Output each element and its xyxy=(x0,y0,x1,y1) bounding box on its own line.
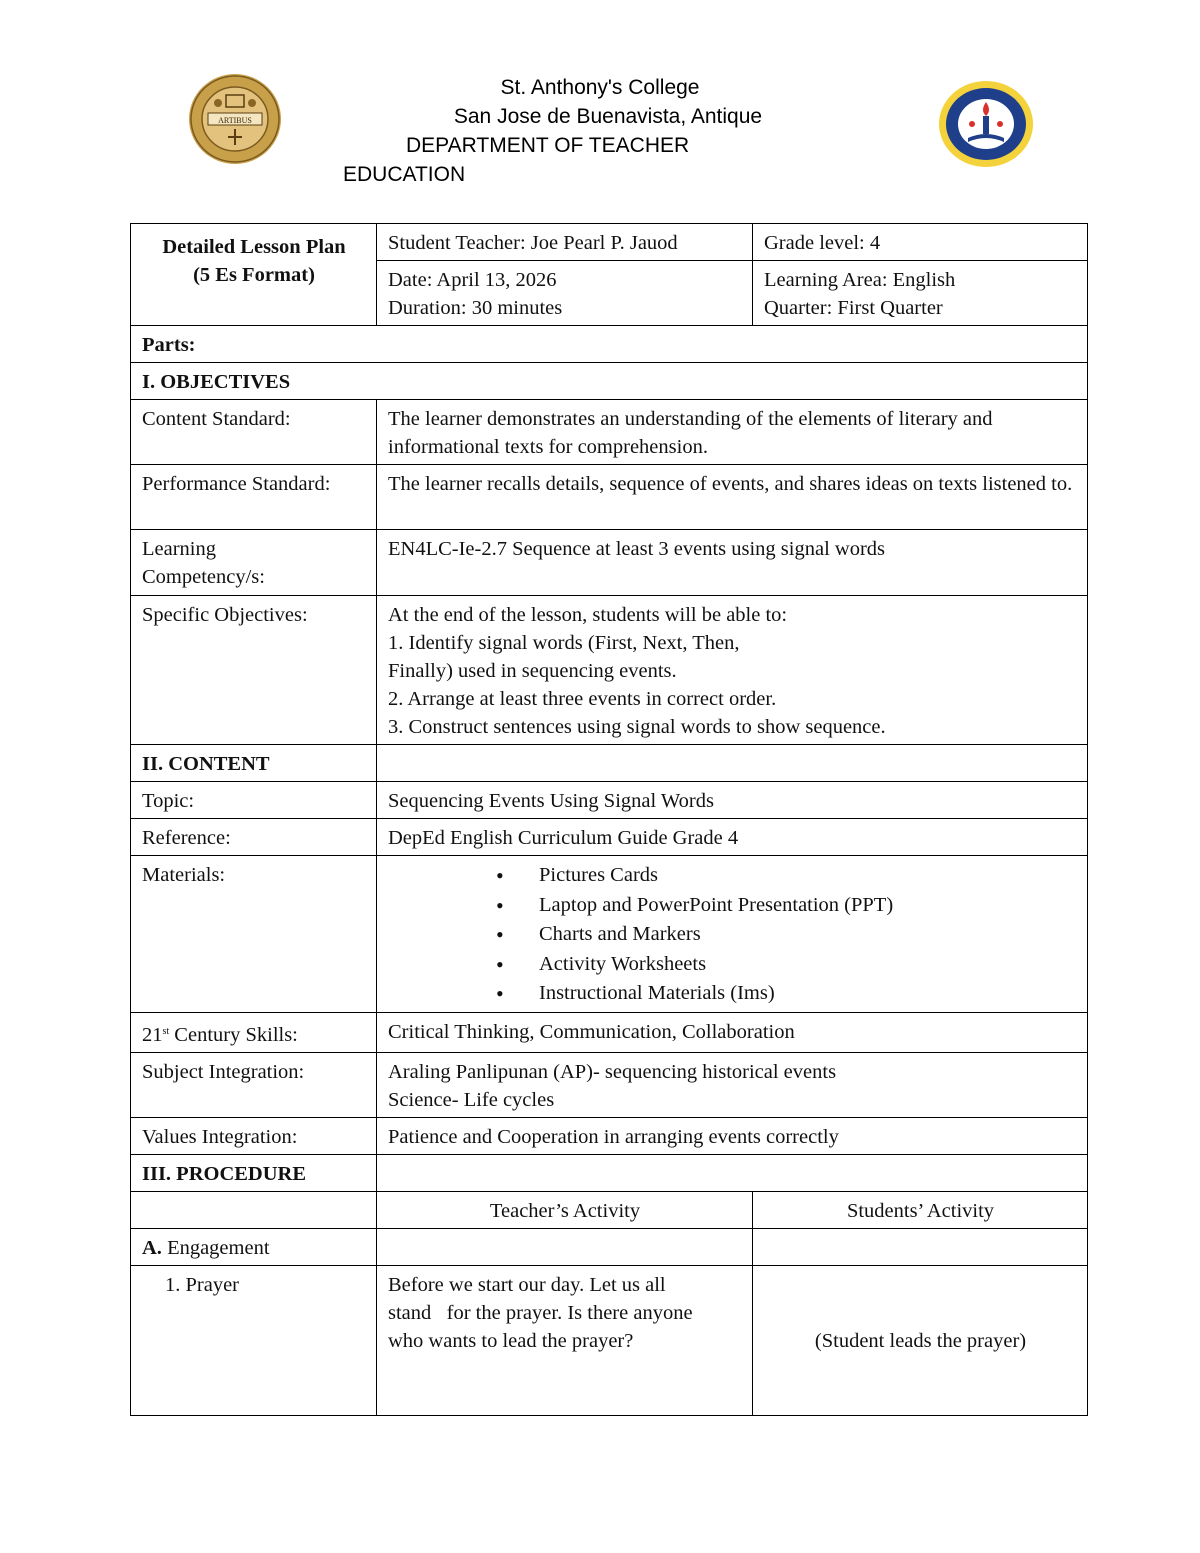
skills-label xyxy=(131,1012,377,1052)
material-item: • Charts and Markers xyxy=(388,920,1077,950)
content-standard-label: Content Standard: xyxy=(131,400,377,465)
material-item: • Instructional Materials (Ims) xyxy=(388,979,1077,1009)
material-item: • Activity Worksheets xyxy=(388,950,1077,980)
material-item: • Laptop and PowerPoint Presentation (PPT) xyxy=(388,891,1077,921)
specific-objectives-label: Specific Objectives: xyxy=(131,596,377,745)
content-heading: II. CONTENT xyxy=(131,745,377,782)
date-duration-cell xyxy=(377,261,753,326)
specific-objective-intro: At the end of the lesson, students will be able to: xyxy=(388,604,788,626)
competency-label-line-2: Competency/s: xyxy=(142,566,265,588)
engagement-label xyxy=(131,1228,377,1265)
procedure-heading: III. PROCEDURE xyxy=(131,1154,377,1191)
empty-cell xyxy=(131,1191,377,1228)
teacher-education-logo xyxy=(938,80,1034,168)
reference: DepEd English Curriculum Guide Grade 4 xyxy=(377,819,1088,856)
topic: Sequencing Events Using Signal Words xyxy=(377,782,1088,819)
subject-integration-line-2: Science- Life cycles xyxy=(388,1088,555,1111)
specific-objective-line: Finally) used in sequencing events. xyxy=(388,660,677,682)
prayer-teacher-cell xyxy=(377,1265,753,1415)
engagement-letter: A. xyxy=(142,1236,162,1259)
empty-cell xyxy=(753,1228,1088,1265)
department-line-2: EDUCATION xyxy=(343,163,466,186)
lesson-date: Date: April 13, 2026 xyxy=(388,269,557,291)
grade-level: Grade level: 4 xyxy=(753,224,1088,261)
quarter: Quarter: First Quarter xyxy=(764,297,943,319)
empty-cell xyxy=(377,745,1088,782)
materials-label: Materials: xyxy=(131,856,377,1013)
prayer-label: 1. Prayer xyxy=(131,1265,377,1415)
values-integration-label: Values Integration: xyxy=(131,1117,377,1154)
teacher-activity-header: Teacher’s Activity xyxy=(377,1191,753,1228)
subject-integration xyxy=(377,1052,1088,1117)
prayer-teacher-line: who wants to lead the prayer? xyxy=(388,1329,634,1352)
letterhead xyxy=(0,0,1200,200)
performance-standard-label: Performance Standard: xyxy=(131,465,377,530)
plan-title: Detailed Lesson Plan xyxy=(162,236,346,258)
parts-label: Parts: xyxy=(131,326,1088,363)
specific-objective-line: 1. Identify signal words (First, Next, Then, xyxy=(388,632,740,654)
specific-objectives xyxy=(377,596,1088,745)
college-address: San Jose de Buenavista, Antique xyxy=(453,105,763,128)
competency-label-cell xyxy=(131,530,377,596)
department-line-1: DEPARTMENT OF TEACHER xyxy=(406,134,690,157)
lesson-plan-table xyxy=(130,223,1088,1416)
topic-label: Topic: xyxy=(131,782,377,819)
century-skills: Critical Thinking, Communication, Collaboration xyxy=(377,1012,1088,1052)
objectives-heading: I. OBJECTIVES xyxy=(131,363,1088,400)
skills-label-text: Century Skills: xyxy=(169,1023,298,1046)
material-item: • Pictures Cards xyxy=(388,861,1077,891)
seal-banner-text: ARTIBUS xyxy=(218,116,252,125)
student-teacher: Student Teacher: Joe Pearl P. Jauod xyxy=(377,224,753,261)
engagement-text: Engagement xyxy=(161,1236,270,1259)
competency-label-line-1: Learning xyxy=(142,538,216,560)
materials-cell xyxy=(377,856,1088,1013)
lesson-duration: Duration: 30 minutes xyxy=(388,297,563,319)
area-quarter-cell xyxy=(753,261,1088,326)
empty-cell xyxy=(377,1154,1088,1191)
prayer-teacher-line: Before we start our day. Let us all xyxy=(388,1273,666,1296)
learning-competency: EN4LC-Ie-2.7 Sequence at least 3 events using signal words xyxy=(377,530,1088,596)
performance-standard: The learner recalls details, sequence of events, and shares ideas on texts listened to. xyxy=(377,465,1088,530)
learning-area: Learning Area: English xyxy=(764,269,956,291)
subject-integration-label: Subject Integration: xyxy=(131,1052,377,1117)
plan-title-cell xyxy=(131,224,377,326)
skills-label-suffix: st xyxy=(162,1025,170,1037)
college-name: St. Anthony's College xyxy=(500,76,700,99)
empty-cell xyxy=(377,1228,753,1265)
prayer-teacher-line: stand for the prayer. Is there anyone xyxy=(388,1301,693,1324)
prayer-students: (Student leads the prayer) xyxy=(753,1265,1088,1415)
subject-integration-line-1: Araling Panlipunan (AP)- sequencing historical events xyxy=(388,1060,837,1083)
skills-label-number: 21 xyxy=(142,1023,163,1046)
specific-objective-line: 3. Construct sentences using signal words to show sequence. xyxy=(388,716,886,738)
values-integration: Patience and Cooperation in arranging events correctly xyxy=(377,1117,1088,1154)
content-standard: The learner demonstrates an understanding of the elements of literary and informational texts for comprehension. xyxy=(377,400,1088,465)
materials-list xyxy=(388,861,1077,1009)
students-activity-header: Students’ Activity xyxy=(753,1191,1088,1228)
specific-objective-line: 2. Arrange at least three events in correct order. xyxy=(388,688,777,710)
plan-format: (5 Es Format) xyxy=(193,264,315,286)
reference-label: Reference: xyxy=(131,819,377,856)
